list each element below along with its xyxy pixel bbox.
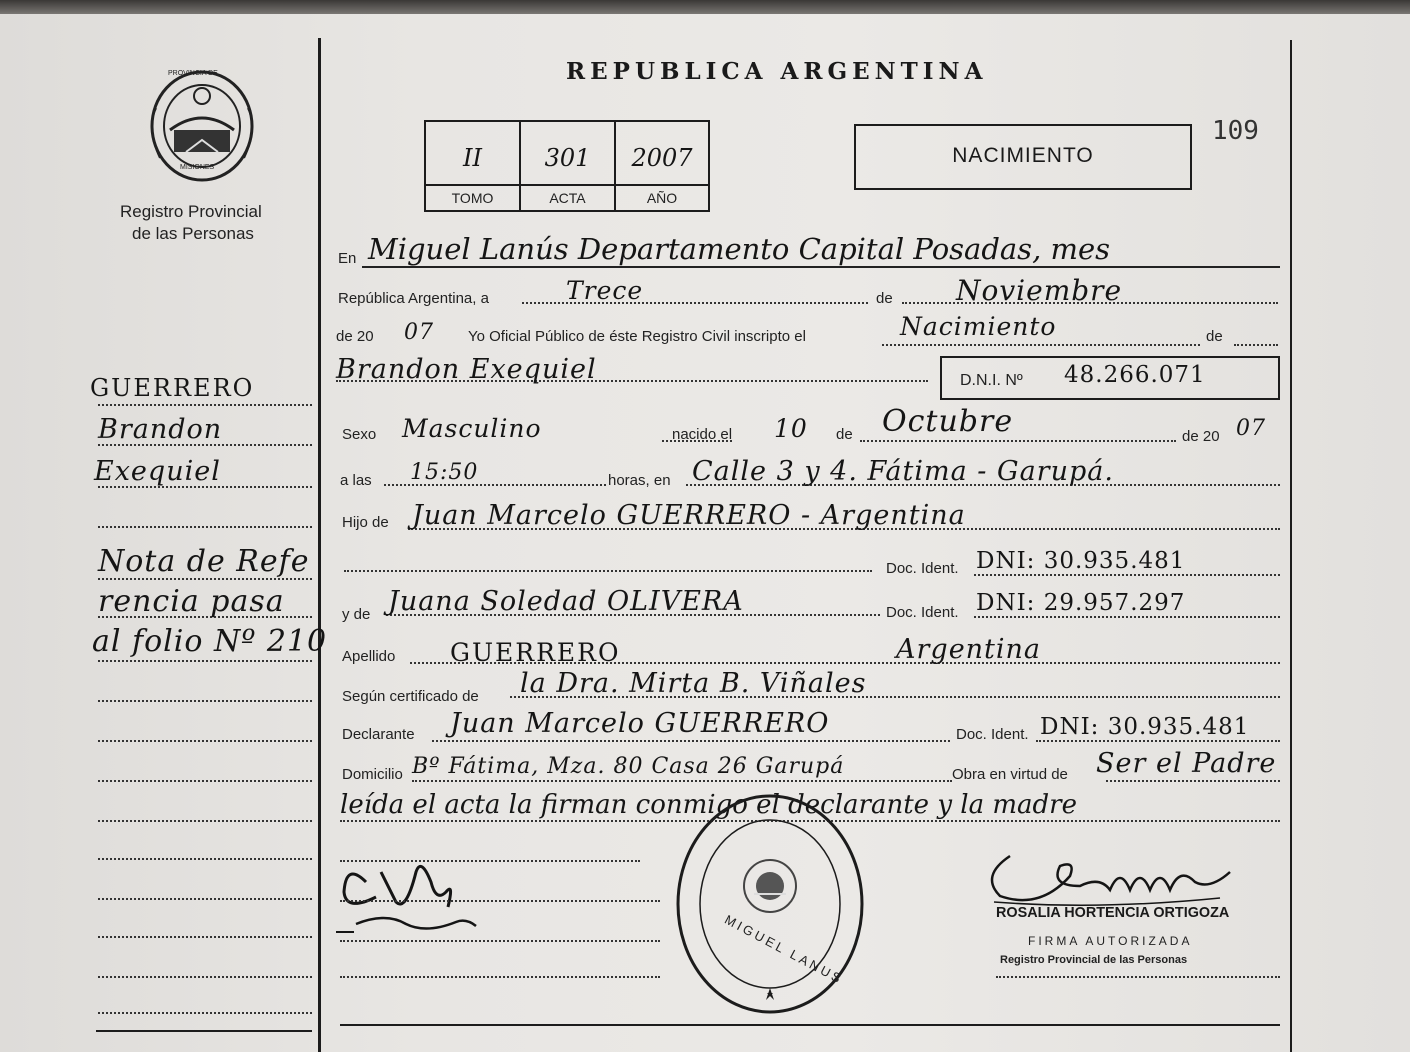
record-type-box [854,124,1192,190]
record-ref-box [424,120,710,212]
field-nombre: Brandon Exequiel [336,354,597,385]
field-lugar: Miguel Lanús Departamento Capital Posadas, mes [368,232,1111,266]
form-line [974,616,1280,618]
form-line [340,860,640,862]
form-line [340,940,660,942]
margin-bottom-rule [96,1030,312,1032]
tomo-value: II [463,144,482,172]
field-sexo: Masculino [402,414,542,443]
registry-name-line1: Registro Provincial [120,202,262,221]
label-obra: Obra en virtud de [952,766,1068,783]
form-line [412,780,952,782]
field-nacionalidad: Argentina [896,634,1042,665]
label-doc-1: Doc. Ident. [886,560,959,577]
label-de-anio: de 20 [336,328,374,345]
form-line [996,976,1280,978]
form-line [882,344,1200,346]
label-declarante: Declarante [342,726,415,743]
form-bottom-rule [340,1024,1280,1026]
field-nac-mes: Octubre [882,404,1014,439]
label-de-1: de [876,290,893,307]
anio-value: 2007 [631,144,693,172]
acta-value: 301 [544,144,591,172]
label-dni: D.N.I. Nº [960,372,1023,389]
field-apellido: GUERRERO [450,638,621,667]
anio-label: AÑO [616,184,708,210]
margin-line [98,820,312,822]
margin-line [98,1012,312,1014]
margin-note-line1: Nota de Refe [98,544,310,579]
field-nac-anio: 07 [1236,416,1266,441]
acta-label: ACTA [521,184,614,210]
label-sexo: Sexo [342,426,377,443]
label-de-2: de [1206,328,1223,345]
field-anio-suffix: 07 [404,320,434,345]
margin-line [98,526,312,528]
margin-line [98,936,312,938]
page-number: 109 [1212,116,1259,146]
official-signature [980,846,1242,912]
field-mes: Noviembre [956,274,1123,307]
label-oficial: Yo Oficial Público de éste Registro Civil inscripto el [468,328,806,345]
field-obra: Ser el Padre [1096,748,1277,779]
form-line [362,266,1280,268]
label-de-anio-2: de 20 [1182,428,1220,445]
tomo-label: TOMO [426,184,519,210]
form-line [432,740,950,742]
record-type: NACIMIENTO [952,144,1094,167]
field-dia: Trece [566,276,644,305]
label-y-de: y de [342,606,371,623]
field-padre-doc: DNI: 30.935.481 [976,548,1186,574]
margin-note-line3: al folio Nº 210 [92,624,328,659]
margin-line [98,858,312,860]
label-horas: horas, en [608,472,671,489]
stamp-city: MIGUEL LANUS [722,911,847,988]
registry-name-line2: de las Personas [132,224,254,243]
field-declarante: Juan Marcelo GUERRERO [450,708,830,739]
label-segun: Según certificado de [342,688,479,705]
field-domicilio: Bº Fátima, Mza. 80 Casa 26 Garupá [412,754,845,779]
form-line [340,900,660,902]
margin-line [98,404,312,406]
label-nacido: nacido el [672,426,733,443]
margin-given-name-1: Brandon [98,414,223,445]
label-de-3: de [836,426,853,443]
label-a-las: a las [340,472,372,489]
form-line [1234,344,1278,346]
label-hijo: Hijo de [342,514,389,531]
margin-line [98,898,312,900]
field-cierre: leída el acta la firman conmigo el declarante y la madre [340,790,1077,820]
margin-signature [336,852,486,942]
label-doc-2: Doc. Ident. [886,604,959,621]
form-line [974,574,1280,576]
field-padre: Juan Marcelo GUERRERO - Argentina [412,500,966,531]
margin-note-line2: rencia pasa [98,584,285,619]
official-title: FIRMA AUTORIZADA [1028,934,1193,948]
field-hora: 15:50 [410,460,479,485]
field-certificado: la Dra. Mirta B. Viñales [520,668,867,699]
field-dni: 48.266.071 [1064,362,1206,388]
margin-divider-line [318,38,321,1052]
margin-line [98,976,312,978]
label-apellido: Apellido [342,648,396,665]
margin-surname: GUERRERO [90,374,255,402]
form-line [340,976,660,978]
margin-line [98,740,312,742]
seal-text-bottom: MISIONES [180,164,215,171]
right-border-line [1290,40,1292,1052]
margin-line [98,700,312,702]
field-acto: Nacimiento [900,312,1057,341]
form-line [860,440,1176,442]
official-name: ROSALIA HORTENCIA ORTIGOZA [996,904,1230,921]
official-registry: Registro Provincial de las Personas [1000,954,1188,966]
margin-line [98,780,312,782]
seal-text-top: PROVINCIA DE [168,70,218,77]
label-en: En [338,250,357,267]
field-declarante-doc: DNI: 30.935.481 [1040,714,1250,740]
label-domicilio: Domicilio [342,766,403,783]
field-madre: Juana Soledad OLIVERA [388,586,744,617]
margin-line [98,660,312,662]
field-lugar-nac: Calle 3 y 4. Fátima - Garupá. [692,456,1114,487]
margin-given-name-2: Exequiel [94,456,221,487]
form-line [1106,780,1280,782]
form-line [1036,740,1280,742]
form-line [344,570,872,572]
field-nac-dia: 10 [774,414,808,443]
country-title: REPUBLICA ARGENTINA [566,58,988,85]
label-republica: República Argentina, a [338,290,489,307]
label-doc-3: Doc. Ident. [956,726,1029,743]
field-madre-doc: DNI: 29.957.297 [976,590,1186,616]
